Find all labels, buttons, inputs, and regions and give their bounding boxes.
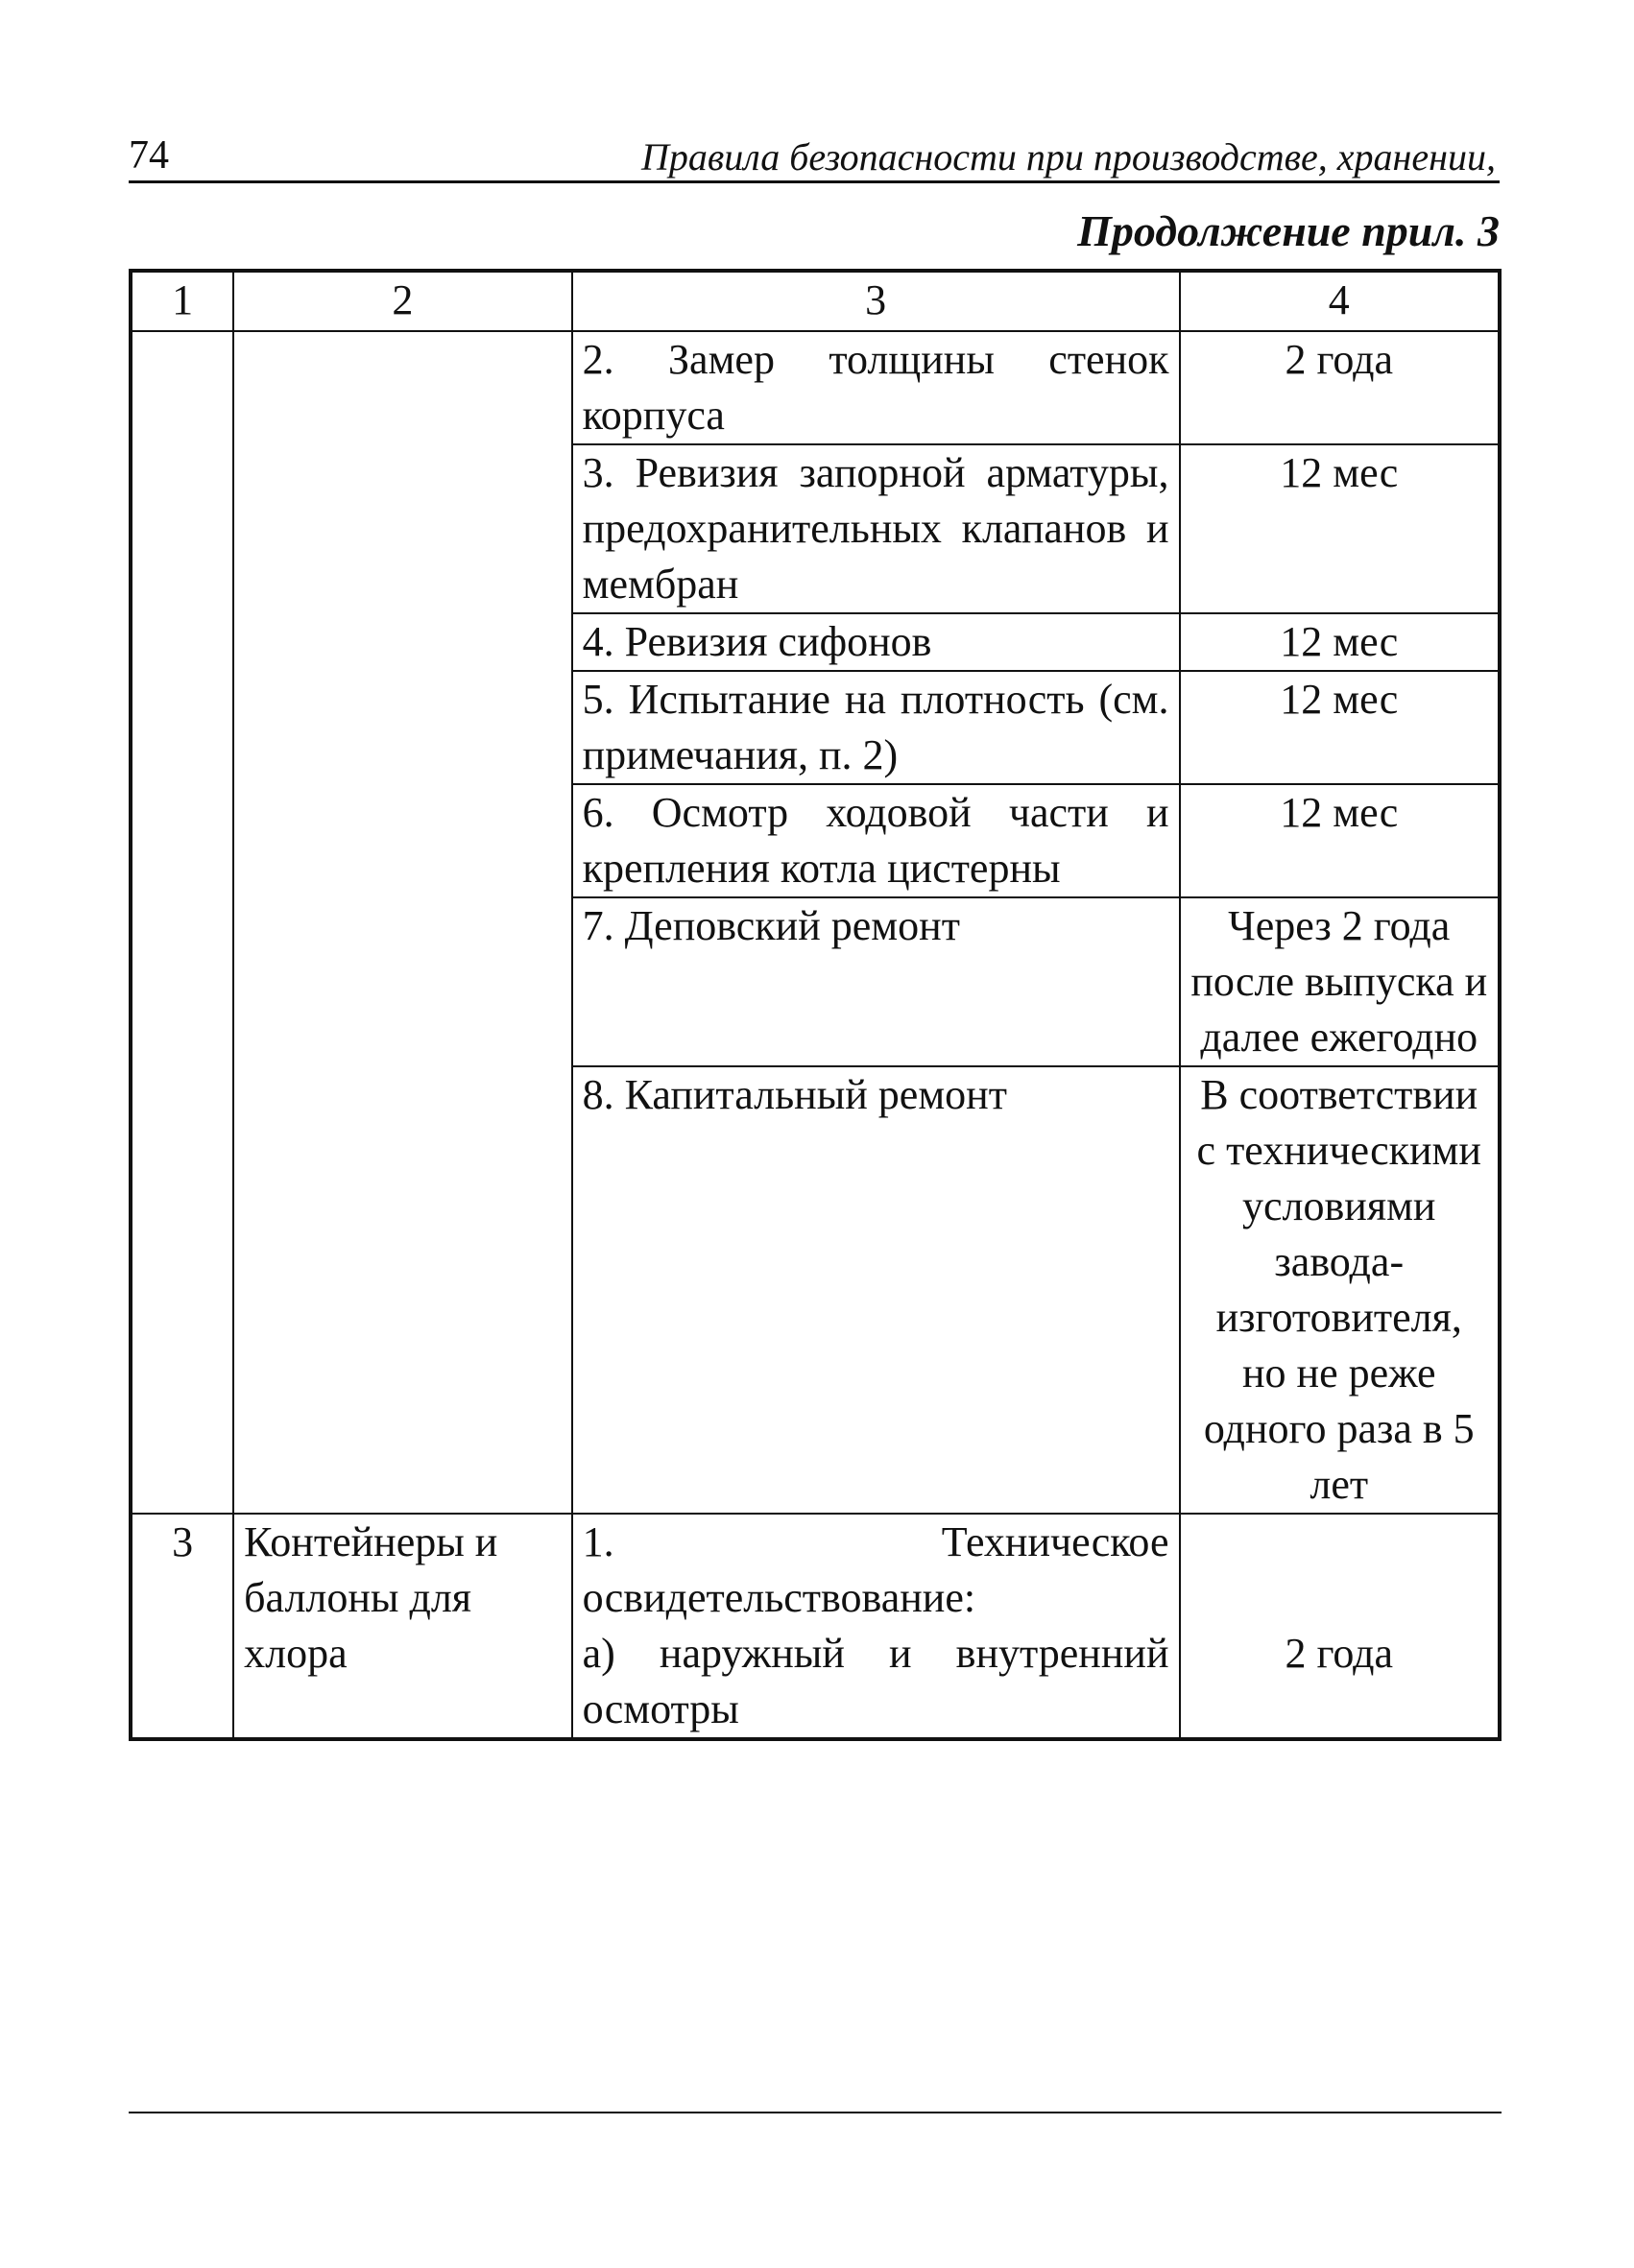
period-cell: Через 2 года после выпуска и далее ежегодно xyxy=(1180,897,1501,1066)
empty-cell xyxy=(131,331,233,1514)
operation-cell: 7. Деповский ремонт xyxy=(572,897,1180,1066)
page-header xyxy=(129,125,1500,183)
inspection-table xyxy=(129,269,1502,1741)
item-number-cell: 3 xyxy=(131,1514,233,1739)
operation-line: а) наружный и внутренний осмотры xyxy=(582,1630,1169,1732)
continuation-label: Продолжение прил. 3 xyxy=(1077,206,1500,255)
period-value: 2 года xyxy=(1285,1630,1394,1677)
footer-rule xyxy=(129,2112,1502,2113)
period-cell: 12 мес xyxy=(1180,671,1501,784)
page-number: 74 xyxy=(129,133,169,178)
operation-cell xyxy=(572,1514,1180,1739)
period-cell: 2 года xyxy=(1180,331,1501,444)
operation-cell: 8. Капитальный ремонт xyxy=(572,1066,1180,1514)
table-row xyxy=(131,1514,1500,1739)
table-header-row xyxy=(131,271,1500,331)
empty-cell xyxy=(233,331,571,1514)
operation-cell: 6. Осмотр ходовой части и крепления котла цистерны xyxy=(572,784,1180,897)
operation-line: 1. Техническое освидетельствование: xyxy=(582,1518,1169,1621)
period-cell: 12 мес xyxy=(1180,444,1501,613)
running-title: Правила безопасности при производстве, хранении, xyxy=(641,135,1496,179)
column-header: 1 xyxy=(131,271,233,331)
spacer xyxy=(1190,1515,1489,1626)
period-cell: 12 мес xyxy=(1180,613,1501,671)
column-header: 2 xyxy=(233,271,571,331)
operation-cell: 3. Ревизия запорной арматуры, предохранительных клапанов и мембран xyxy=(572,444,1180,613)
operation-cell: 4. Ревизия сифонов xyxy=(572,613,1180,671)
column-header: 4 xyxy=(1180,271,1501,331)
period-cell xyxy=(1180,1514,1501,1739)
column-header: 3 xyxy=(572,271,1180,331)
period-cell: 12 мес xyxy=(1180,784,1501,897)
operation-cell: 5. Испытание на плотность (см. примечания, п. 2) xyxy=(572,671,1180,784)
operation-cell: 2. Замер толщины стенок корпуса xyxy=(572,331,1180,444)
period-cell: В соответствии с техническими условиями завода-изготовителя, но не реже одного раза в 5 лет xyxy=(1180,1066,1501,1514)
table-row xyxy=(131,331,1500,444)
object-cell: Контейнеры и баллоны для хлора xyxy=(233,1514,571,1739)
